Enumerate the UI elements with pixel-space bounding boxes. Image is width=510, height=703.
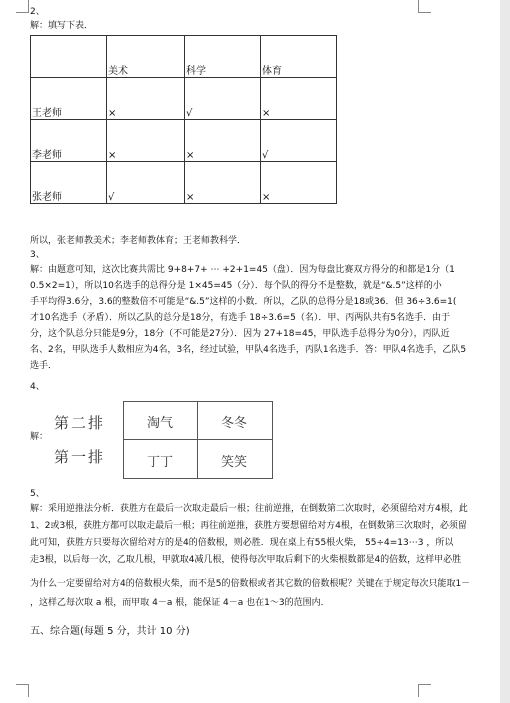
table-header-cell: 美术 bbox=[107, 36, 185, 78]
table-cell: × bbox=[184, 120, 260, 162]
row-label-first: 第一排 bbox=[54, 448, 106, 466]
crop-mark-top-right bbox=[418, 0, 431, 13]
q2-number: 2、 bbox=[30, 7, 45, 17]
table-cell: × bbox=[260, 78, 336, 120]
table-header-cell: 体育 bbox=[260, 36, 336, 78]
table-cell: √ bbox=[260, 120, 336, 162]
grid-divider-vertical bbox=[197, 401, 198, 478]
q5-solution bbox=[30, 503, 498, 571]
table-cell: √ bbox=[184, 78, 260, 120]
table-row bbox=[31, 120, 337, 162]
q2-intro: 解：填写下表． bbox=[30, 21, 94, 31]
seat-cell: 丁丁 bbox=[146, 455, 173, 470]
row-label-second: 第二排 bbox=[54, 414, 106, 432]
table-header-cell bbox=[31, 36, 107, 78]
q3-line: 手平均得3.6分，3.6的整数倍不可能是“&.5”这样的小数．所以，乙队的总得分是18或36．但 36÷3.6=1( bbox=[30, 297, 457, 307]
q3-line: 才10名选手（矛盾）．所以乙队的总分是18分，有选手 18÷3.6=5（名）．甲、丙两队共有5名选手．由于 bbox=[30, 313, 451, 323]
q3-line: 解：由题意可知，这次比赛共需比 9+8+7+ ⋯ +2+1=45（盘）．因为每盘比赛双方得分的和都是1分（1 bbox=[30, 265, 455, 275]
q4-prefix: 解： bbox=[30, 432, 49, 442]
q5-extra-line: 为什么一定要留给对方4的倍数根火柴，而不是5的倍数根或者其它数的倍数根呢？关键在于规定每次只能取1－ bbox=[30, 579, 471, 589]
teacher-subject-table bbox=[30, 35, 337, 204]
q3-line: 选手． bbox=[30, 361, 58, 371]
table-header-row bbox=[31, 36, 337, 78]
q5-number: 5、 bbox=[30, 489, 45, 499]
q4-number: 4、 bbox=[30, 382, 45, 392]
q3-number: 3、 bbox=[30, 250, 45, 260]
q5-explanation bbox=[30, 578, 498, 616]
q3-line: 名、2名，甲队选手人数相应为4名，3名，经过试验，甲队4名选手，丙队1名选手．答：甲队4名选手，乙队5 bbox=[30, 345, 467, 355]
table-cell: × bbox=[184, 162, 260, 204]
table-header-cell: 科学 bbox=[184, 36, 260, 78]
section-heading: 五、综合题(每题 5 分，共计 10 分) bbox=[30, 626, 190, 637]
q3-solution bbox=[30, 264, 498, 376]
scrollbar[interactable] bbox=[500, 0, 510, 703]
teacher-name: 张老师 bbox=[31, 162, 107, 204]
q5-line: 1、2或3根，获胜方都可以取走最后一根；再往前逆推，获胜方要想留给对方4根，在倒数第三次取时，必须留 bbox=[30, 521, 467, 531]
table-row bbox=[31, 162, 337, 204]
table-row bbox=[31, 78, 337, 120]
table-cell: × bbox=[260, 162, 336, 204]
table-cell: √ bbox=[107, 162, 185, 204]
q3-line: 0.5×2=1），所以10名选手的总得分是 1×45=45（分）．每个队的得分不是整数，就是“&.5”这样的小 bbox=[30, 281, 442, 291]
seat-cell: 笑笑 bbox=[220, 455, 247, 470]
q5-line: 此可知，获胜方只要每次留给对方的是4的倍数根，则必胜．现在桌上有55根火柴， 55÷4=13⋯3 ，所以 bbox=[30, 538, 454, 548]
crop-mark-bottom-right bbox=[418, 684, 431, 697]
seat-cell: 冬冬 bbox=[220, 416, 247, 431]
q5-line: 解：采用逆推法分析．获胜方在最后一次取走最后一根；往前逆推，在倒数第二次取时，必须留给对方4根，此 bbox=[30, 504, 468, 514]
crop-mark-top-left bbox=[16, 0, 29, 13]
q3-line: 分，这个队总分只能是9分，18分（不可能是27分）．因为 27+18=45，甲队选手总得分为0分），丙队近 bbox=[30, 329, 450, 339]
teacher-name: 王老师 bbox=[31, 78, 107, 120]
q5-line: 走3根，以后每一次，乙取几根，甲就取4减几根，使得每次甲取后剩下的火柴根数都是4的倍数，这样甲必胜 bbox=[30, 555, 462, 565]
crop-mark-bottom-left bbox=[16, 684, 29, 697]
table-cell: × bbox=[107, 78, 185, 120]
seat-cell: 淘气 bbox=[146, 416, 173, 431]
q2-conclusion: 所以，张老师教美术；李老师教体育；王老师教科学． bbox=[30, 236, 247, 246]
table-cell: × bbox=[107, 120, 185, 162]
teacher-name: 李老师 bbox=[31, 120, 107, 162]
q5-extra-line: ，这样乙每次取 a 根，而甲取 4－a 根，能保证 4－a 也在1～3的范围内． bbox=[30, 598, 330, 608]
